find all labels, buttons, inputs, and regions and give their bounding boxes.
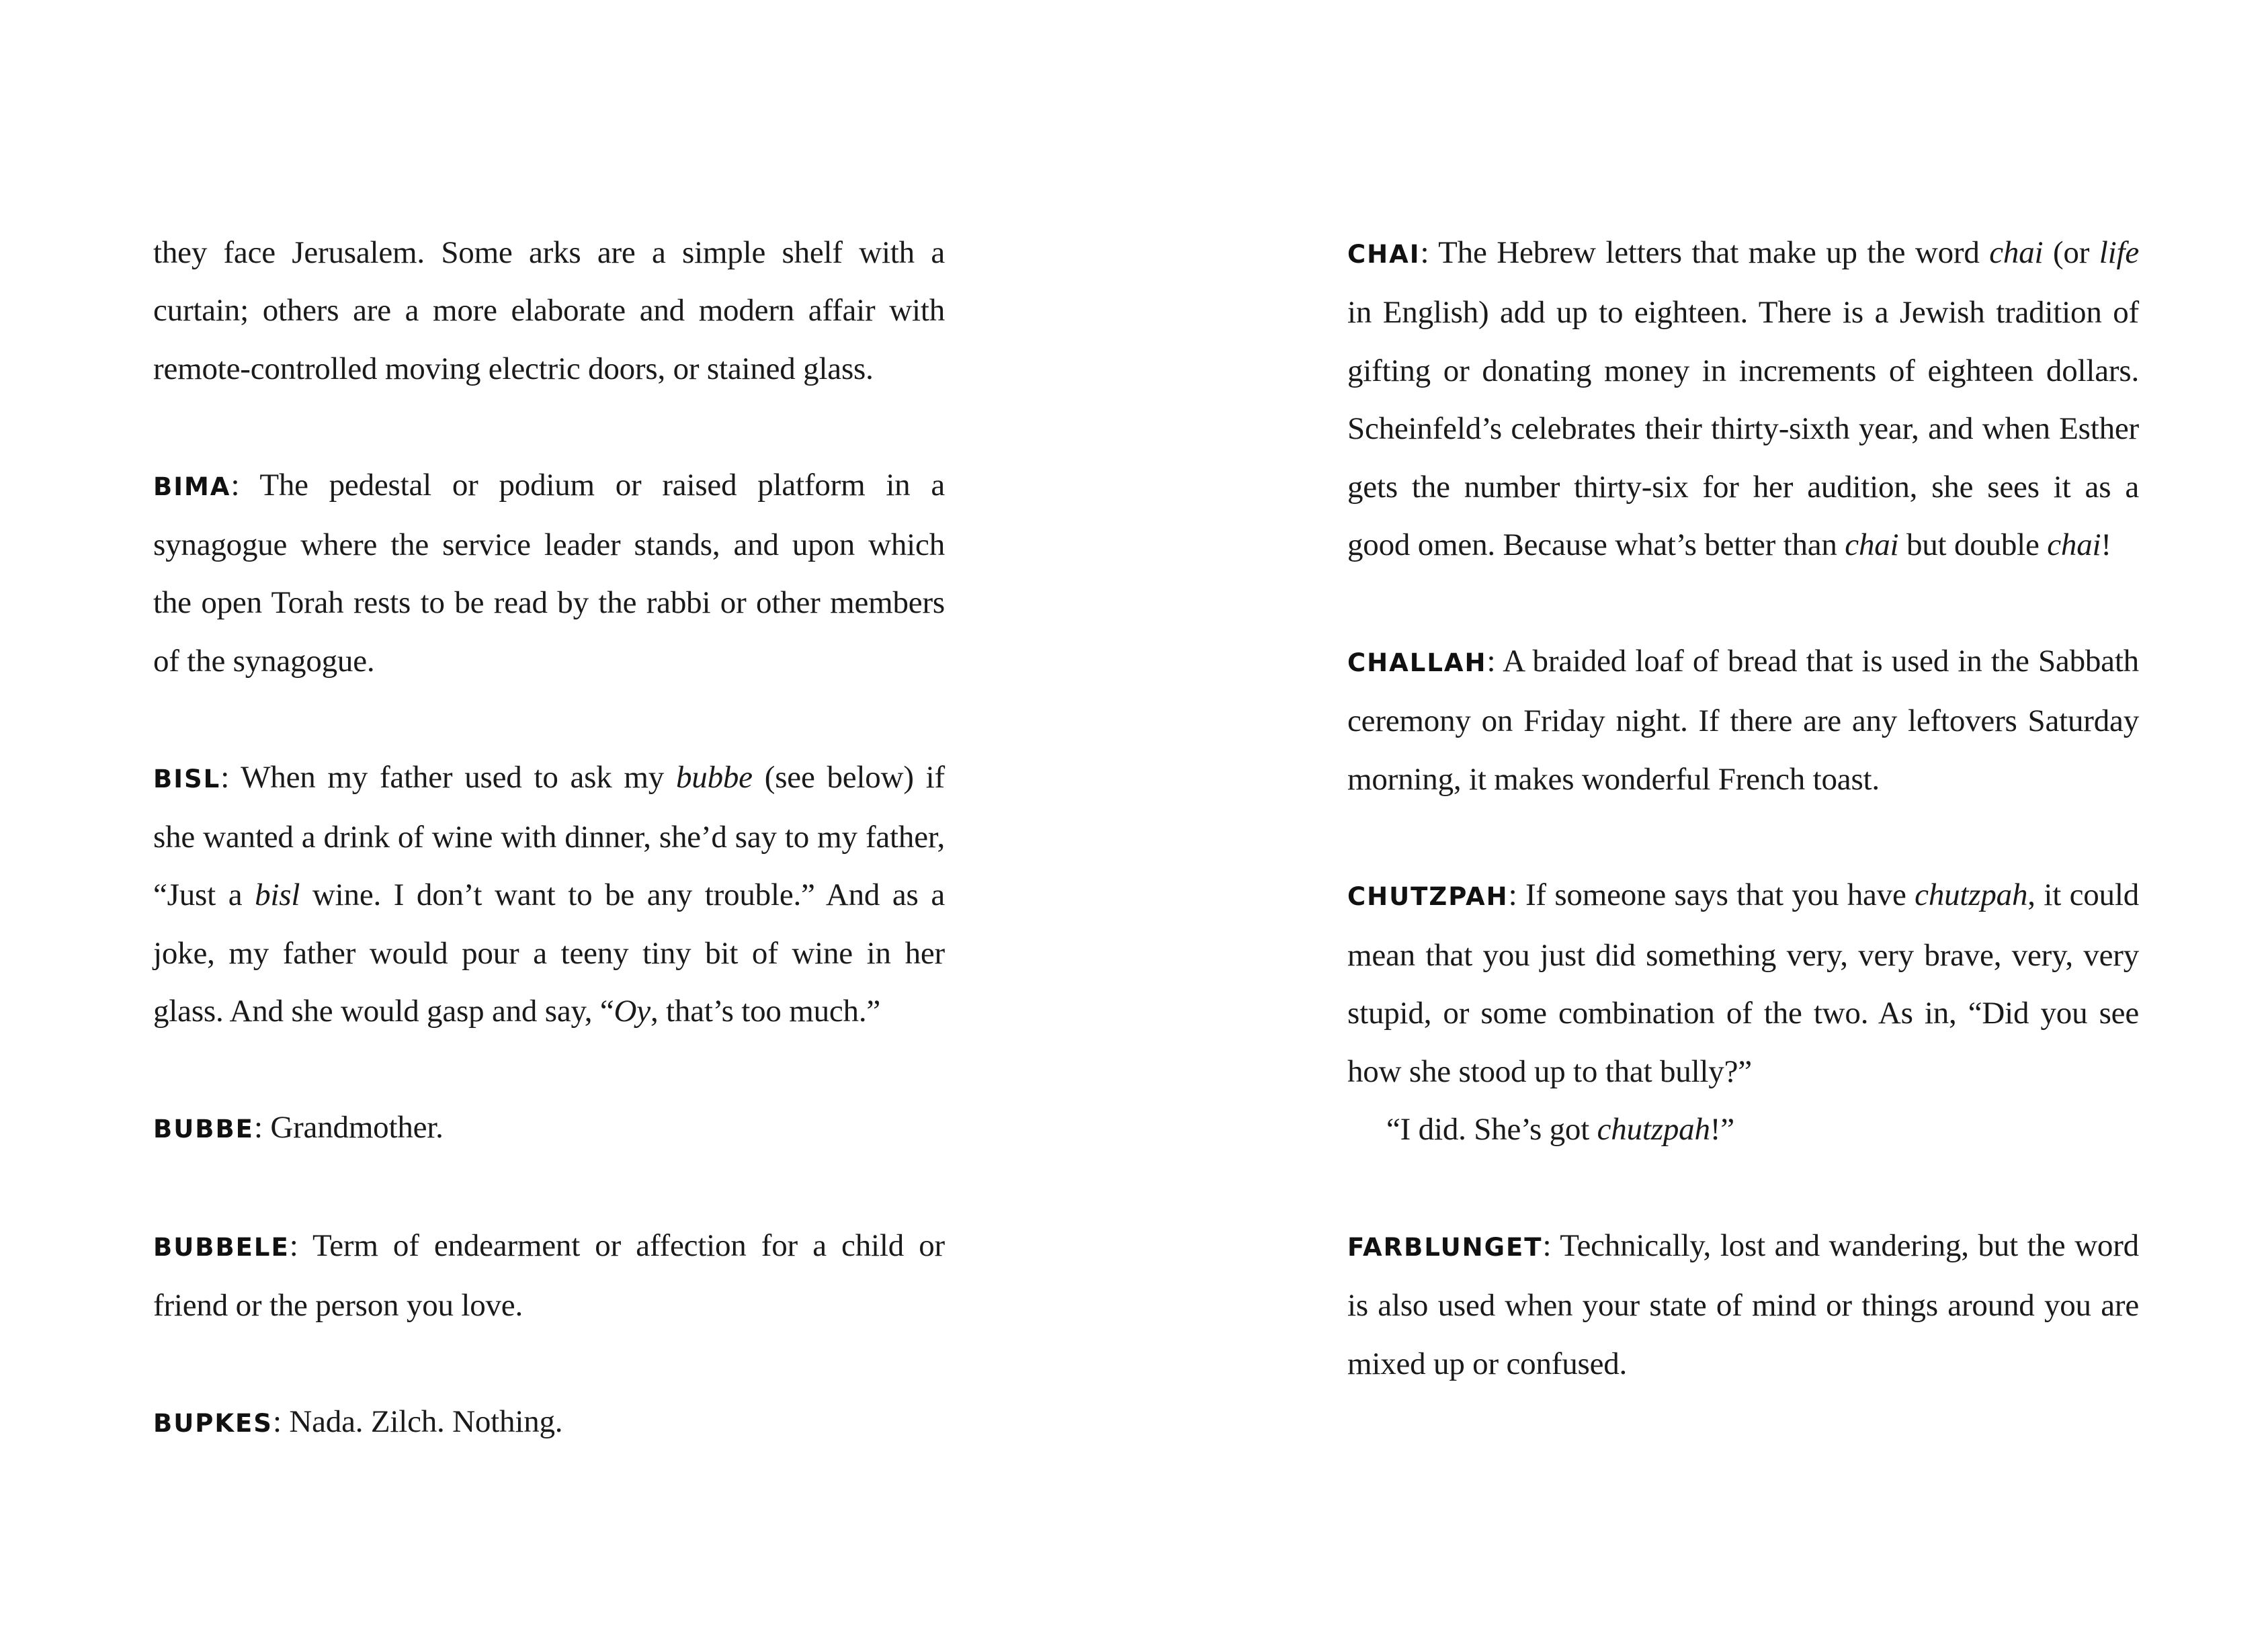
definition-bisl-part: , that’s too much.” (650, 994, 881, 1029)
chutzpah-reply (1347, 1101, 2139, 1158)
term-separator: : (1486, 643, 1503, 679)
entry-gap (153, 398, 945, 456)
term-chai: CHAI (1347, 240, 1421, 269)
entry-bisl (153, 748, 945, 1041)
definition-bisl-part: wine. I don’t want to be any trouble.” And as a joke, my father would pour a teeny tiny bit of wine in her glass. And she would gasp and say, “ (153, 877, 946, 1029)
italic-oy: Oy (614, 994, 650, 1029)
definition-chai-part: The Hebrew letters that make up the word (1438, 235, 1990, 270)
term-separator: : (253, 1110, 271, 1146)
definition-bisl-part: When my father used to ask my (241, 759, 676, 795)
entry-bima (153, 456, 945, 691)
entry-bupkes (153, 1393, 945, 1453)
right-page (1347, 224, 2139, 1393)
entry-gap (1347, 574, 2139, 632)
definition-chai-part: in English) add up to eighteen. There is a Jewish tradition of gifting or donating money in increments of eighteen dollars. Scheinfeld’s celebrates their thirty-sixth year, and when Esther gets the number thirty-six for her audition, she sees it as a good omen. Because what’s better than (1347, 295, 2139, 563)
term-separator: : (230, 467, 260, 503)
italic-bisl: bisl (255, 877, 300, 913)
definition-bisl-part: (see below) if she wanted a drink of wine with dinner, she’d say to my father, “Just a (153, 759, 945, 913)
entry-gap (1347, 1158, 2139, 1216)
term-separator: : (289, 1227, 312, 1263)
entry-chutzpah (1347, 866, 2139, 1101)
italic-chai: chai (1989, 235, 2044, 270)
italic-chai: chai (1845, 527, 1899, 563)
definition-bubbe: Grandmother. (270, 1110, 444, 1146)
entry-gap (153, 1041, 945, 1098)
term-bupkes: BUPKES (153, 1409, 273, 1438)
term-chutzpah: CHUTZPAH (1347, 882, 1509, 912)
entry-gap (153, 690, 945, 748)
definition-farblunget: Technically, lost and wandering, but the word is also used when your state of mind or things around you are mixed up or confused. (1347, 1227, 2139, 1381)
italic-bubbe: bubbe (675, 759, 753, 795)
term-separator: : (1508, 877, 1525, 913)
definition-challah: A braided loaf of bread that is used in the Sabbath ceremony on Friday night. If there are any leftovers Saturday morning, it makes wonderful French toast. (1347, 643, 2139, 797)
entry-gap (1347, 808, 2139, 866)
entry-chai (1347, 224, 2139, 574)
ark-continuation-text: they face Jerusalem. Some arks are a simple shelf with a curtain; others are a more elaborate and modern affair with remote-controlled moving electric doors, or stained glass. (153, 235, 945, 386)
definition-chutzpah-part: , it could mean that you just did something very, very brave, very, very stupid, or some combination of the two. As in, “Did you see how she stood up to that bully?” (1347, 877, 2139, 1089)
italic-chutzpah: chutzpah (1915, 877, 2028, 913)
left-page (153, 224, 945, 1453)
entry-gap (153, 1335, 945, 1393)
term-separator: : (1420, 235, 1439, 270)
term-bima: BIMA (153, 472, 231, 501)
italic-life: life (2099, 235, 2140, 270)
term-challah: CHALLAH (1347, 648, 1487, 677)
term-separator: : (1542, 1227, 1560, 1263)
term-bubbe: BUBBE (153, 1115, 254, 1144)
definition-chutzpah-part: If someone says that you have (1525, 877, 1915, 913)
entry-challah (1347, 632, 2139, 808)
definition-chai-part: ! (2101, 527, 2111, 563)
entry-bubbele (153, 1217, 945, 1335)
definition-bubbele: Term of endearment or affection for a child or friend or the person you love. (153, 1227, 945, 1324)
term-bubbele: BUBBELE (153, 1232, 290, 1262)
term-separator: : (272, 1404, 290, 1440)
term-farblunget: FARBLUNGET (1347, 1232, 1543, 1262)
definition-chai-part: (or (2043, 235, 2099, 270)
ark-continuation (153, 224, 945, 398)
italic-chai: chai (2047, 527, 2101, 563)
entry-gap (153, 1158, 945, 1216)
term-bisl: BISL (153, 764, 221, 793)
definition-bupkes: Nada. Zilch. Nothing. (289, 1404, 563, 1440)
term-separator: : (220, 759, 241, 795)
entry-farblunget (1347, 1217, 2139, 1393)
definition-bima: The pedestal or podium or raised platform in a synagogue where the service leader stands, and upon which the open Torah rests to be read by the rabbi or other members of the synagogue. (153, 467, 946, 679)
reply-part: “I did. She’s got (1386, 1112, 1597, 1148)
definition-chai-part: but double (1898, 527, 2048, 563)
italic-chutzpah: chutzpah (1597, 1112, 1710, 1148)
entry-bubbe (153, 1098, 945, 1158)
reply-part: !” (1710, 1112, 1734, 1148)
